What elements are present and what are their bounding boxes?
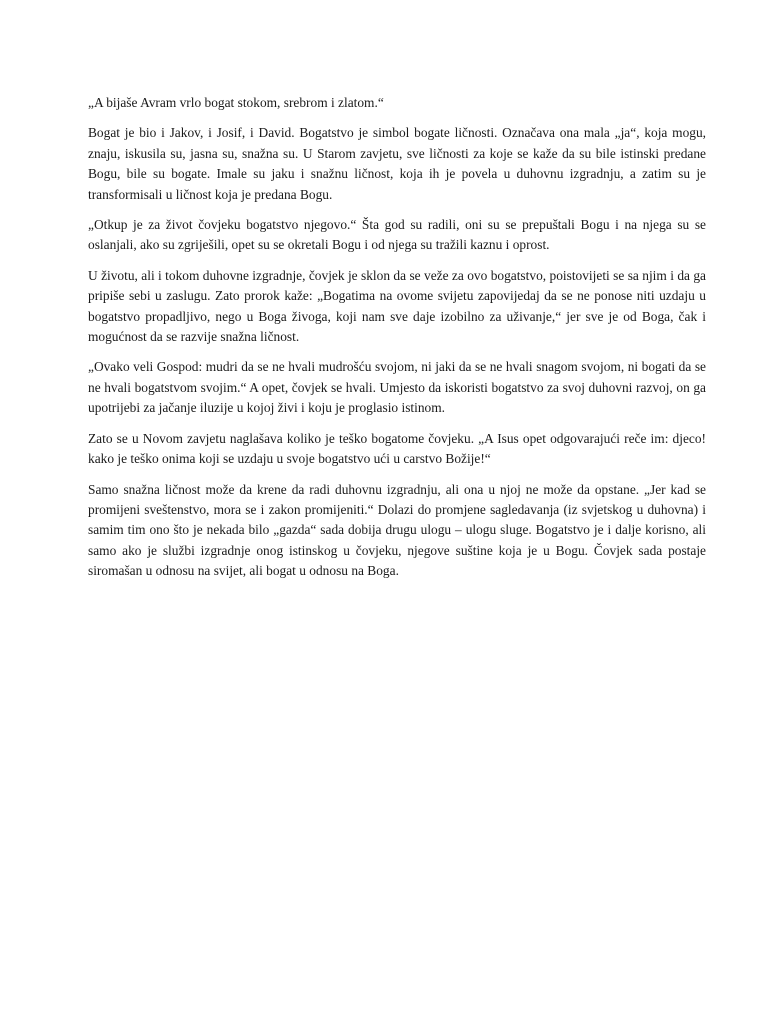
paragraph-strong-personality: Samo snažna ličnost može da krene da radi duhovnu izgradnju, ali ona u njoj ne može da opstane. „Jer kad se promijeni sveštenstvo, mora se i zakon promijeniti.“ Dolazi do promjene sagledavanja (iz svjetskog u duhovna) i samim tim ono što je nekada bilo „gazda“ sada dobija drugu ulogu – ulogu sluge. Bogatstvo je i dalje korisno, ali samo ako je službi izgradnje onog istinskog u čovjeku, njegove suštine koja je u Bogu. Čovjek sada postaje siromašan u odnosu na svijet, ali bogat u odnosu na Boga. xyxy=(88,481,706,579)
paragraph-ransom: „Otkup je za život čovjeku bogatstvo njegovo.“ Šta god su radili, oni su se prepuštali Bogu i na njega su se oslanjali, ako su zgriješili, opet su se okretali Bogu i od njega su tražili kaznu i oprost. xyxy=(88,217,706,253)
paragraph-quote-avram: „A bijaše Avram vrlo bogat stokom, srebrom i zlatom.“ xyxy=(88,95,384,110)
paragraph-new-testament: Zato se u Novom zavjetu naglašava koliko je teško bogatome čovjeku. „A Isus opet odgovarajući reče im: djeco! kako je teško onima koji se uzdaju u svoje bogatstvo ući u carstvo Božije!“ xyxy=(88,430,706,467)
paragraph-attachment: U životu, ali i tokom duhovne izgradnje, čovjek je sklon da se veže za ovo bogatstvo, poistovijeti se sa njim i da ga pripiše sebi u zaslugu. Zato prorok kaže: „Bogatima na ovome svijetu zapovijedaj da se ne ponose niti uzdaju u bogatstvo propadljivo, nego u Boga živoga, koji nam sve daje izobilno za uživanje,“ jer sve je od Boga, čak i mogućnost da se razvije snažna ličnost. xyxy=(88,267,706,345)
paragraph-wealth-symbol: Bogat je bio i Jakov, i Josif, i David. Bogatstvo je simbol bogate ličnosti. Označava ona mala „ja“, koja mogu, znaju, iskusila su, jasna su, snažna su. U Starom zavjetu, sve ličnosti za koje se kaže da su bile istinski predane Bogu, bile su bogate. Imale su jaku i snažnu ličnost, koja ih je povela u duhovnu izgradnju, a zatim su je transformisali u ličnost koja je predana Bogu. xyxy=(88,125,706,202)
paragraph-thus-says-lord: „Ovako veli Gospod: mudri da se ne hvali mudrošću svojom, ni jaki da se ne hvali snagom svojom, ni bogati da se ne hvali bogatstvom svojim.“ A opet, čovjek se hvali. Umjesto da iskoristi bogatstvo za svoj duhovni razvoj, on ga upotrijebi za jačanje iluzije u kojoj živi i koju je proglasio istinom. xyxy=(88,359,706,416)
document-body xyxy=(88,93,706,592)
